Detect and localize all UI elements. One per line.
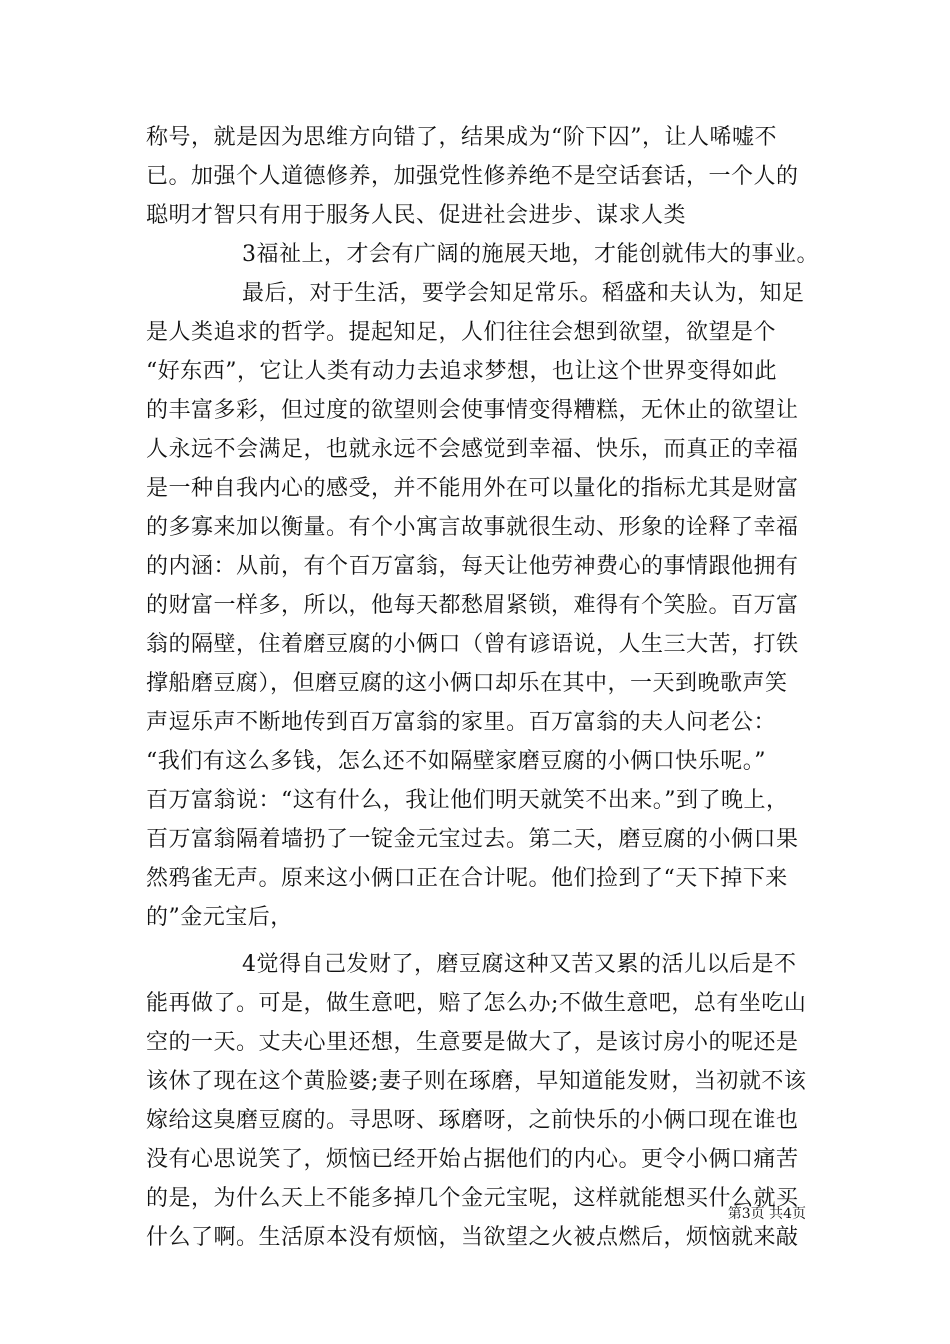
page-footer — [0, 1203, 950, 1223]
text-line: 能再做了。可是，做生意吧，赔了怎么办;不做生意吧，总有坐吃山 — [146, 991, 807, 1016]
text-line: 空的一天。丈夫心里还想，生意要是做大了，是该讨房小的呢还是 — [146, 1030, 799, 1055]
text-line: 没有心思说笑了，烦恼已经开始占据他们的内心。更令小俩口痛苦 — [146, 1147, 799, 1172]
text-line: 的丰富多彩，但过度的欲望则会使事情变得糟糕，无休止的欲望让 — [146, 398, 799, 423]
paragraph-gap — [146, 937, 806, 945]
page-number: 第3页 共4页 — [727, 1206, 806, 1222]
text-line: 已。加强个人道德修养，加强党性修养绝不是空话套话，一个人的 — [146, 164, 799, 189]
text-line: 最后，对于生活，要学会知足常乐。稻盛和夫认为，知足 — [242, 281, 805, 306]
text-line: 人永远不会满足，也就永远不会感觉到幸福、快乐，而真正的幸福 — [146, 437, 799, 462]
text-line: 然鸦雀无声。原来这小俩口正在合计呢。他们捡到了“天下掉下来 — [146, 866, 788, 891]
text-line: 该休了现在这个黄脸婆;妻子则在琢磨，早知道能发财，当初就不该 — [146, 1069, 807, 1094]
text-line: 百万富翁隔着墙扔了一锭金元宝过去。第二天，磨豆腐的小俩口果 — [146, 827, 799, 852]
text-line: 3福祉上，才会有广阔的施展天地，才能创就伟大的事业。 — [242, 242, 819, 267]
text-line: 是人类追求的哲学。提起知足，人们往往会想到欲望，欲望是个 — [146, 320, 777, 345]
text-line: 的”金元宝后， — [146, 905, 293, 930]
text-line: 称号，就是因为思维方向错了，结果成为“阶下囚”，让人唏嘘不 — [146, 125, 777, 150]
text-line: 嫁给这臭磨豆腐的。寻思呀、琢磨呀，之前快乐的小俩口现在谁也 — [146, 1108, 799, 1133]
body-text — [146, 118, 819, 1257]
text-line: 的内涵：从前，有个百万富翁，每天让他劳神费心的事情跟他拥有 — [146, 554, 799, 579]
text-line: 撑船磨豆腐），但磨豆腐的这小俩口却乐在其中，一天到晚歌声笑 — [146, 671, 788, 696]
text-line: 的财富一样多，所以，他每天都愁眉紧锁，难得有个笑脸。百万富 — [146, 593, 799, 618]
text-line: 声逗乐声不断地传到百万富翁的家里。百万富翁的夫人问老公： — [146, 710, 777, 735]
text-line: 是一种自我内心的感受，并不能用外在可以量化的指标尤其是财富 — [146, 476, 799, 501]
text-line: “好东西”，它让人类有动力去追求梦想，也让这个世界变得如此 — [146, 359, 777, 384]
text-line: 翁的隔壁，住着磨豆腐的小俩口（曾有谚语说，人生三大苦，打铁 — [146, 632, 799, 657]
text-line: 的是，为什么天上不能多掉几个金元宝呢，这样就能想买什么就买 — [146, 1186, 799, 1211]
text-line: 聪明才智只有用于服务人民、促进社会进步、谋求人类 — [146, 203, 687, 228]
text-line: “我们有这么多钱，怎么还不如隔壁家磨豆腐的小俩口快乐呢。” — [146, 749, 766, 774]
text-line: 的多寡来加以衡量。有个小寓言故事就很生动、形象的诠释了幸福 — [146, 515, 799, 540]
text-line: 百万富翁说：“这有什么，我让他们明天就笑不出来。”到了晚上， — [146, 788, 789, 813]
text-line: 4觉得自己发财了，磨豆腐这种又苦又累的活儿以后是不 — [242, 952, 797, 977]
text-line: 什么了啊。生活原本没有烦恼，当欲望之火被点燃后，烦恼就来敲 — [146, 1225, 799, 1250]
